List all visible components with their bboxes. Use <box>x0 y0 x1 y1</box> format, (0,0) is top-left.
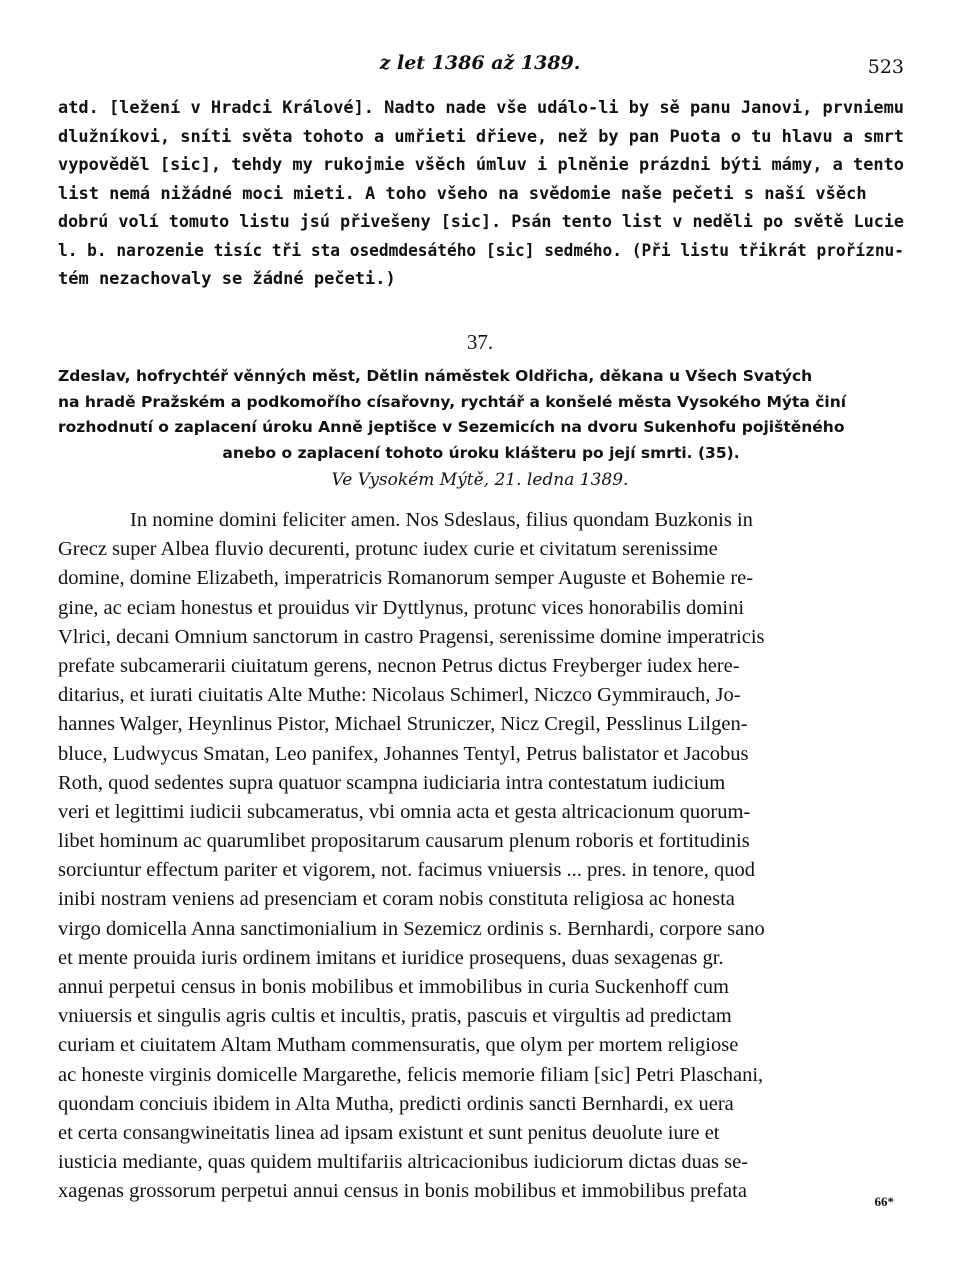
text-line: dlužníkovi, sníti světa tohoto a umřieti dřieve, než by pan Puota o tu hlavu a smrt <box>58 126 904 147</box>
summary-line: Zdeslav, hofrychtéř věnných měst, Dětlin náměstek Oldřicha, děkana u Všech Svatých <box>58 367 813 385</box>
summary-line: na hradě Pražském a podkomořího císařovny, rychtář a konšelé města Vysokého Mýta činí <box>58 392 847 411</box>
charter-line: Grecz super Albea fluvio decurenti, protunc iudex curie et civitatum serenissime <box>58 538 718 561</box>
place-date: Ve Vysokém Mýtě, 21. ledna 1389. <box>331 470 629 490</box>
charter-line: et mente prouida iuris ordinem imitans et iuridice prosequens, duas sexagenas gr. <box>58 946 724 969</box>
charter-line: Roth, quod sedentes supra quatuor scampna iudiciaria intra contestatum iudicium <box>58 771 726 794</box>
page-number: 523 <box>867 56 904 78</box>
charter-line: veri et legittimi iudicii subcameratus, vbi omnia acta et gesta altricacionum quorum- <box>58 800 751 823</box>
charter-line: sorciuntur effectum pariter et vigorem, not. facimus vniuersis ... pres. in tenore, quod <box>58 859 755 882</box>
text-line: dobrú volí tomuto listu jsú přivešeny [sic]. Psán tento list v neděli po světě Lucie <box>58 212 904 232</box>
summary-line: anebo o zaplacení tohoto úroku klášteru po její smrti. (35). <box>222 443 740 462</box>
charter-line: quondam conciuis ibidem in Alta Mutha, predicti ordinis sancti Bernhardi, ex uera <box>58 1092 734 1115</box>
charter-line: vniuersis et singulis agris cultis et incultis, pratis, pascuis et virgultis ad predictam <box>58 1005 732 1028</box>
charter-line: annui perpetui census in bonis mobilibus et immobilibus in curia Suckenhoff cum <box>58 976 729 998</box>
charter-line: gine, ac eciam honestus et prouidus vir Dyttlynus, protunc vices honorabilis domini <box>58 596 745 619</box>
charter-line: curiam et ciuitatem Altam Mutham commensuratis, que olym per mortem religiose <box>58 1034 739 1057</box>
charter-line: iusticia mediante, quas quidem multifariis altricacionibus iudiciorum dictas duas se- <box>58 1151 748 1174</box>
charter-line: ditarius, et iurati ciuitatis Alte Muthe: Nicolaus Schimerl, Niczco Gymmirauch, Jo- <box>58 684 741 707</box>
charter-line: inibi nostram veniens ad presenciam et coram nobis constituta religiosa ac honesta <box>58 888 735 911</box>
running-head <box>0 52 960 82</box>
charter-line: ac honeste virginis domicelle Margarethe, felicis memorie filiam [sic] Petri Plaschani, <box>58 1063 764 1086</box>
charter-line: bluce, Ludwycus Smatan, Leo panifex, Johannes Tentyl, Petrus balistator et Jacobus <box>58 742 749 765</box>
text-line: vypověděl [sic], tehdy my rukojmie všěch úmluv i plněnie prázdni býti mámy, a tento <box>58 155 904 175</box>
charter-line: Vlrici, decani Omnium sanctorum in castro Pragensi, serenissime domine imperatricis <box>58 625 765 648</box>
document-summary <box>58 364 904 466</box>
signature-mark: 66* <box>874 1194 894 1209</box>
running-head-title: z let 1386 až 1389. <box>379 52 581 74</box>
charter-line: libet hominum ac quarumlibet propositarum causarum plenum roboris et fortitudinis <box>58 830 750 853</box>
charter-line: xagenas grossorum perpetui annui census in bonis mobilibus et immobilibus prefata <box>58 1180 747 1203</box>
charter-line: virgo domicella Anna sanctimonialium in Sezemicz ordinis s. Bernhardi, corpore sano <box>58 917 765 940</box>
summary-line: rozhodnutí o zaplacení úroku Anně jeptišce v Sezemicích na dvoru Sukenhofu pojištěného <box>58 418 845 436</box>
text-line: atd. [ležení v Hradci Králové]. Nadto nade vše událo-li by sě panu Janovi, prvniemu <box>58 98 904 118</box>
preceding-text-block <box>58 94 904 294</box>
charter-line: prefate subcamerarii ciuitatum gerens, necnon Petrus dictus Freyberger iudex here- <box>58 654 740 677</box>
charter-text <box>58 506 904 1207</box>
charter-line: domine, domine Elizabeth, imperatricis Romanorum semper Auguste et Bohemie re- <box>58 567 754 590</box>
charter-line: et certa consangwineitatis linea ad ipsam existunt et sunt penitus deuolute iure et <box>58 1121 720 1144</box>
document-number: 37. <box>466 330 494 354</box>
text-line: list nemá nižádné moci mieti. A toho všeho na svědomie naše pečeti s naší všěch <box>58 183 867 204</box>
charter-line: In nomine domini feliciter amen. Nos Sdeslaus, filius quondam Buzkonis in <box>130 509 753 531</box>
charter-line: hannes Walger, Heynlinus Pistor, Michael Struniczer, Nicz Cregil, Pesslinus Lilgen- <box>58 713 748 736</box>
text-line: l. b. narozenie tisíc tři sta osedmdesátého [sic] sedmého. (Při listu třikrát proříznu- <box>58 240 904 261</box>
text-line: tém nezachovaly se žádné pečeti.) <box>58 269 396 289</box>
